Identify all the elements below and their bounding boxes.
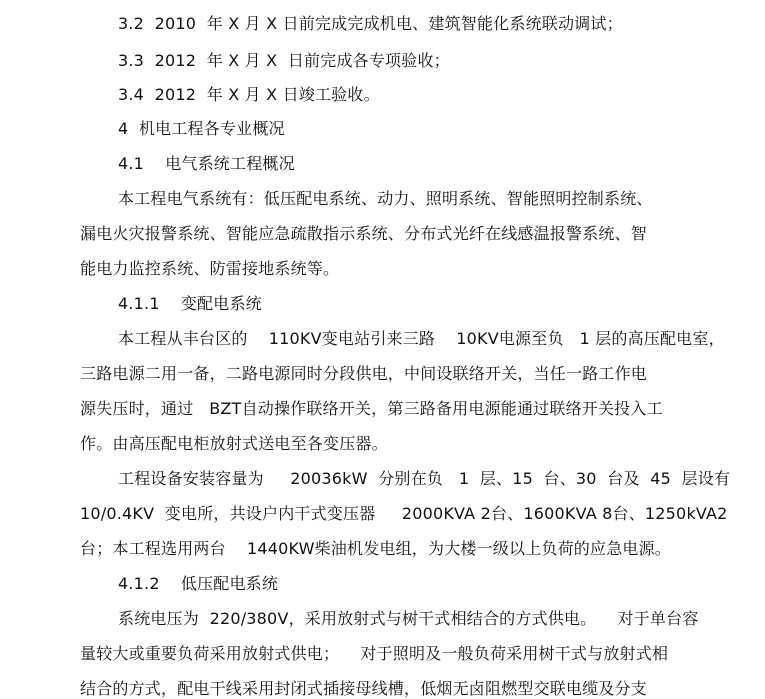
- paragraph-line: 作。由高压配电柜放射式送电至各变压器。: [80, 434, 388, 453]
- section-heading-4-1: 4.1 电气系统工程概况: [118, 154, 295, 173]
- paragraph-line: 本工程从丰台区的 110KV变电站引来三路 10KV电源至负 1 层的高压配电室，: [118, 329, 725, 348]
- paragraph-line: 三路电源二用一备，二路电源同时分段供电，中间设联络开关，当任一路工作电: [80, 364, 648, 383]
- paragraph-line: 能电力监控系统、防雷接地系统等。: [80, 259, 340, 278]
- paragraph-line: 结合的方式，配电干线采用封闭式插接母线槽，低烟无卤阻燃型交联电缆及分支: [80, 679, 648, 698]
- paragraph-line: 本工程电气系统有：低压配电系统、动力、照明系统、智能照明控制系统、: [118, 189, 653, 208]
- paragraph-line: 源失压时，通过 BZT自动操作联络开关，第三路备用电源能通过联络开关投入工: [80, 399, 663, 418]
- paragraph-line: 工程设备安装容量为 20036kW 分别在负 1 层、15 台、30 台及 45 层设有: [118, 469, 731, 488]
- paragraph-line: 量较大或重要负荷采用放射式供电； 对于照明及一般负荷采用树干式与放射式相: [80, 644, 669, 663]
- section-heading-4: 4 机电工程各专业概况: [118, 119, 285, 138]
- schedule-item-3-4: 3.4 2012 年 X 月 X 日竣工验收。: [118, 85, 380, 104]
- paragraph-line: 漏电火灾报警系统、智能应急疏散指示系统、分布式光纤在线感温报警系统、智: [80, 224, 648, 243]
- section-heading-4-1-2: 4.1.2 低压配电系统: [118, 574, 279, 593]
- section-heading-4-1-1: 4.1.1 变配电系统: [118, 294, 262, 313]
- schedule-item-3-3: 3.3 2012 年 X 月 X 日前完成各专项验收；: [118, 51, 450, 70]
- paragraph-line: 系统电压为 220/380V，采用放射式与树干式相结合的方式供电。 对于单台容: [118, 609, 699, 628]
- schedule-item-3-2: 3.2 2010 年 X 月 X 日前完成完成机电、建筑智能化系统联动调试；: [118, 14, 623, 33]
- paragraph-line: 台；本工程选用两台 1440KW柴油机发电组，为大楼一级以上负荷的应急电源。: [80, 539, 672, 558]
- paragraph-line: 10/0.4KV 变电所，共设户内干式变压器 2000KVA 2台、1600KVA 8台、1250kVA2: [80, 504, 728, 523]
